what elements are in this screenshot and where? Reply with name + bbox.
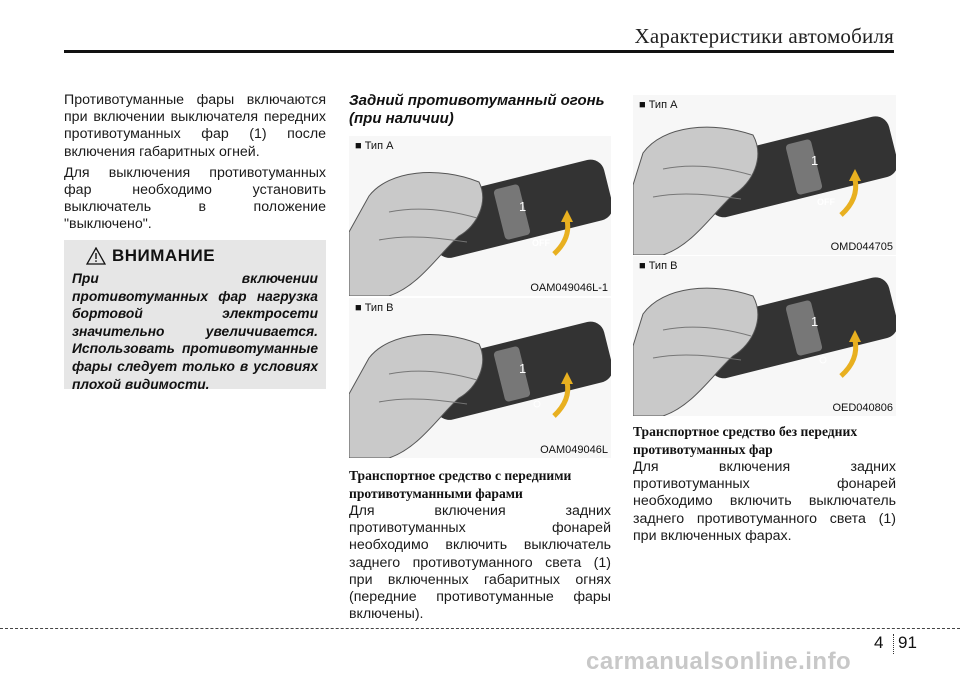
stalk-image-type-b-front [349,298,611,458]
footer-rule [0,628,960,629]
chapter-number: 4 [874,633,884,652]
front-fog-vehicle-paragraph: Для включения задних противотуманных фонарей необходимо включить выключатель заднего противотуманного света (1) при включенных габаритных огнях (передние противотуманные фары включены). [349,503,611,623]
front-fog-vehicle-caption: Транспортное средство с передними противотуманными фарами [349,468,572,501]
off-label: OFF [817,197,835,207]
image-code: OAM049046L-1 [530,282,608,294]
switch-number-label: 1 [811,314,819,329]
rear-fog-heading: Задний противотуманный огонь (при наличии) [349,92,605,127]
stalk-image-type-a-front [349,136,611,296]
image-type-label: ■ Тип B [639,260,678,272]
switch-number-label: 1 [811,153,819,168]
header-rule [64,50,894,53]
switch-number-label: 1 [519,361,527,376]
warning-text: При включении противотуманных фар нагрузка бортовой электросети значительно увеличивается. Использовать противотуманные фары следует только в условиях плохой видимости. [72,271,318,392]
fog-lights-on-paragraph: Противотуманные фары включаются при включении выключателя передних противотуманных фар (1) после включения габаритных огней. [64,92,326,160]
warning-triangle-icon [86,247,106,265]
page-number: 91 [898,633,917,652]
light-switch-stalk-illustration [633,95,896,255]
footer-divider [893,634,895,654]
image-type-label: ■ Тип B [355,302,394,314]
left-column [64,92,326,238]
image-type-label: ■ Тип A [639,99,678,111]
watermark: carmanualsonline.info [586,648,852,675]
stalk-image-type-b-no-front [633,256,896,416]
image-code: OAM049046L [540,444,608,456]
no-front-fog-vehicle-paragraph: Для включения задних противотуманных фонарей необходимо включить выключатель заднего противотуманного света (1) при включенных фарах. [633,459,896,544]
no-front-fog-vehicle-caption: Транспортное средство без передних противотуманных фар [633,424,858,457]
stalk-image-type-a-no-front [633,95,896,255]
warning-box [64,240,326,392]
fog-lights-off-paragraph: Для выключения противотуманных фар необходимо установить выключатель в положение "выключено". [64,164,326,233]
image-code: OED040806 [832,402,893,414]
off-label: OFF [532,238,550,248]
section-title: Характеристики автомобиля [634,24,894,48]
image-code: OMD044705 [830,241,893,253]
image-type-label: ■ Тип A [355,140,394,152]
switch-number-label: 1 [519,199,527,214]
light-switch-stalk-illustration [349,136,611,296]
light-switch-stalk-illustration [349,298,611,458]
warning-title: ВНИМАНИЕ [112,246,216,265]
warning-header [64,240,326,266]
light-switch-stalk-illustration [633,256,896,416]
